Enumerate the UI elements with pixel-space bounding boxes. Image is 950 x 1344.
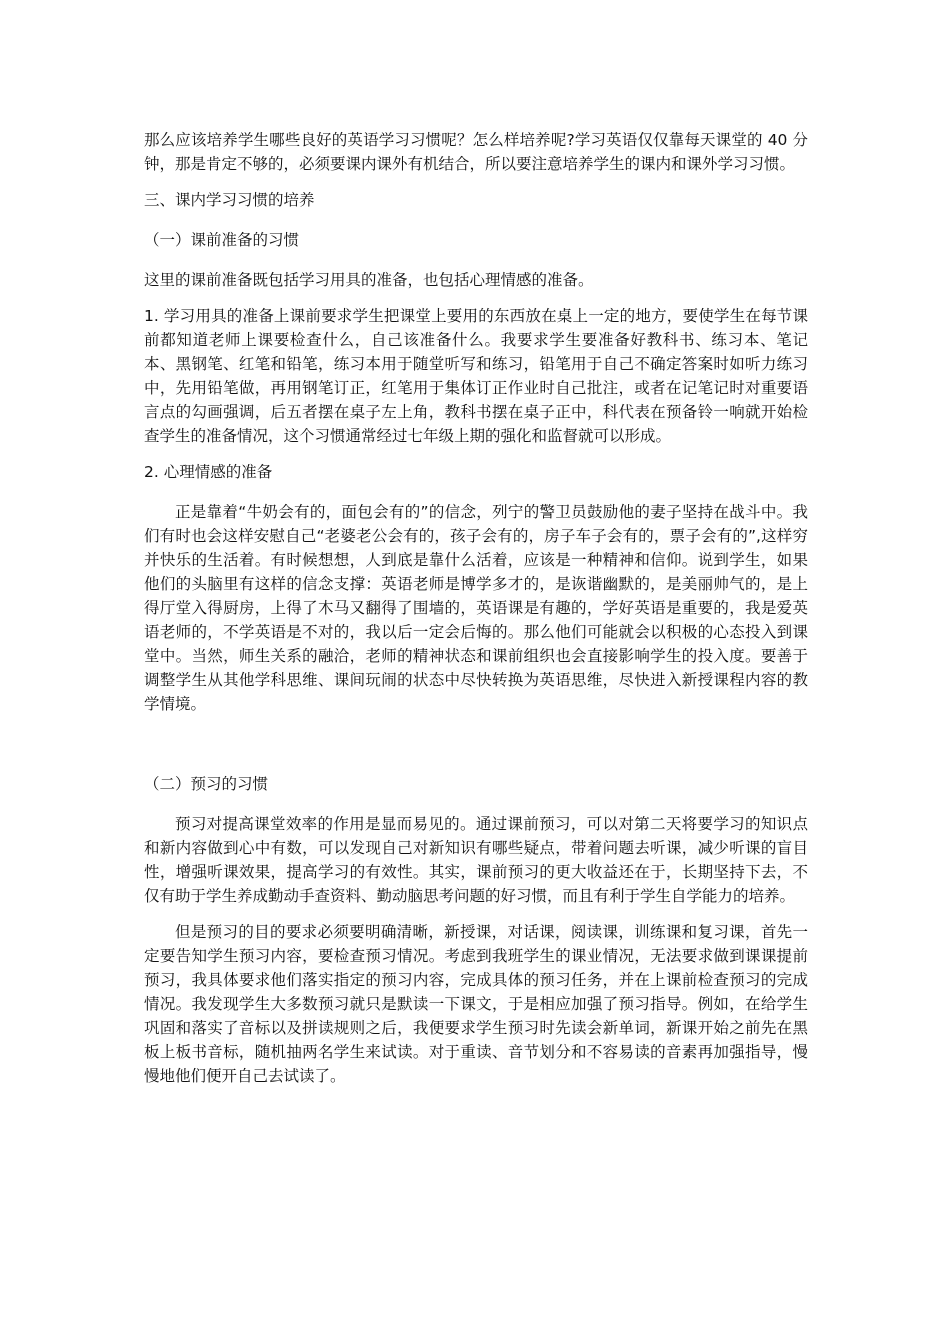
item-2-heading: 2. 心理情感的准备 [144,463,273,481]
subsection-1-intro: 这里的课前准备既包括学习用具的准备，也包括心理情感的准备。 [144,271,594,289]
subsection-2-paragraph-2: 但是预习的目的要求必须要明确清晰，新授课，对话课，阅读课，训练课和复习课，首先一定要告知学生预习内容，要检查预习情况。考虑到我班学生的课业情况，无法要求做到课课提前预习，我具体要求他们落实指定的预习内容，完成具体的预习任务，并在上课前检查预习的完成情况。我发现学生大多数预习就只是默读一下课文，于是相应加强了预习指导。例如，在给学生巩固和落实了音标以及拼读规则之后，我便要求学生预习时先读会新单词，新课开始之前先在黑板上板书音标，随机抽两名学生来试读。对于重读、音节划分和不容易读的音素再加强指导，慢慢地他们便开自己去试读了。 [144,923,808,1085]
item-1-paragraph: 1. 学习用具的准备上课前要求学生把课堂上要用的东西放在桌上一定的地方，要使学生在每节课前都知道老师上课要检查什么，自己该准备什么。我要求学生要准备好教科书、练习本、笔记本、黑钢笔、红笔和铅笔，练习本用于随堂听写和练习，铅笔用于自己不确定答案时如听力练习中，先用铅笔做，再用钢笔订正，红笔用于集体订正作业时自己批注，或者在记笔记时对重要语言点的勾画强调，后五者摆在桌子左上角，教科书摆在桌子正中，科代表在预备铃一响就开始检查学生的准备情况，这个习惯通常经过七年级上期的强化和监督就可以形成。 [144,307,808,445]
subsection-2-heading: （二）预习的习惯 [144,775,269,793]
intro-paragraph: 那么应该培养学生哪些良好的英语学习习惯呢？怎么样培养呢?学习英语仅仅靠每天课堂的 40 分钟，那是肯定不够的，必须要课内课外有机结合，所以要注意培养学生的课内和课外学习习惯。 [144,131,808,173]
document-page [144,128,808,1100]
subsection-1-heading: （一）课前准备的习惯 [144,231,300,249]
item-2-paragraph: 正是靠着“牛奶会有的，面包会有的”的信念，列宁的警卫员鼓励他的妻子坚持在战斗中。我们有时也会这样安慰自己“老婆老公会有的，孩子会有的，房子车子会有的，票子会有的”,这样穷并快乐的生活着。有时候想想，人到底是靠什么活着，应该是一种精神和信仰。说到学生，如果他们的头脑里有这样的信念支撑：英语老师是博学多才的，是诙谐幽默的，是美丽帅气的，是上得厅堂入得厨房，上得了木马又翻得了围墙的，英语课是有趣的，学好英语是重要的，我是爱英语老师的，不学英语是不对的，我以后一定会后悔的。那么他们可能就会以积极的心态投入到课堂中。当然，师生关系的融洽，老师的精神状态和课前组织也会直接影响学生的投入度。要善于调整学生从其他学科思维、课间玩闹的状态中尽快转换为英语思维，尽快进入新授课程内容的教学情境。 [144,503,808,713]
section-3-heading: 三、课内学习习惯的培养 [144,191,315,209]
spacer [144,728,808,772]
subsection-2-paragraph-1: 预习对提高课堂效率的作用是显而易见的。通过课前预习，可以对第二天将要学习的知识点和新内容做到心中有数，可以发现自己对新知识有哪些疑点，带着问题去听课，减少听课的盲目性，增强听课效果，提高学习的有效性。其实，课前预习的更大收益还在于，长期坚持下去，不仅有助于学生养成勤动手查资料、勤动脑思考问题的好习惯，而且有利于学生自学能力的培养。 [144,815,808,905]
